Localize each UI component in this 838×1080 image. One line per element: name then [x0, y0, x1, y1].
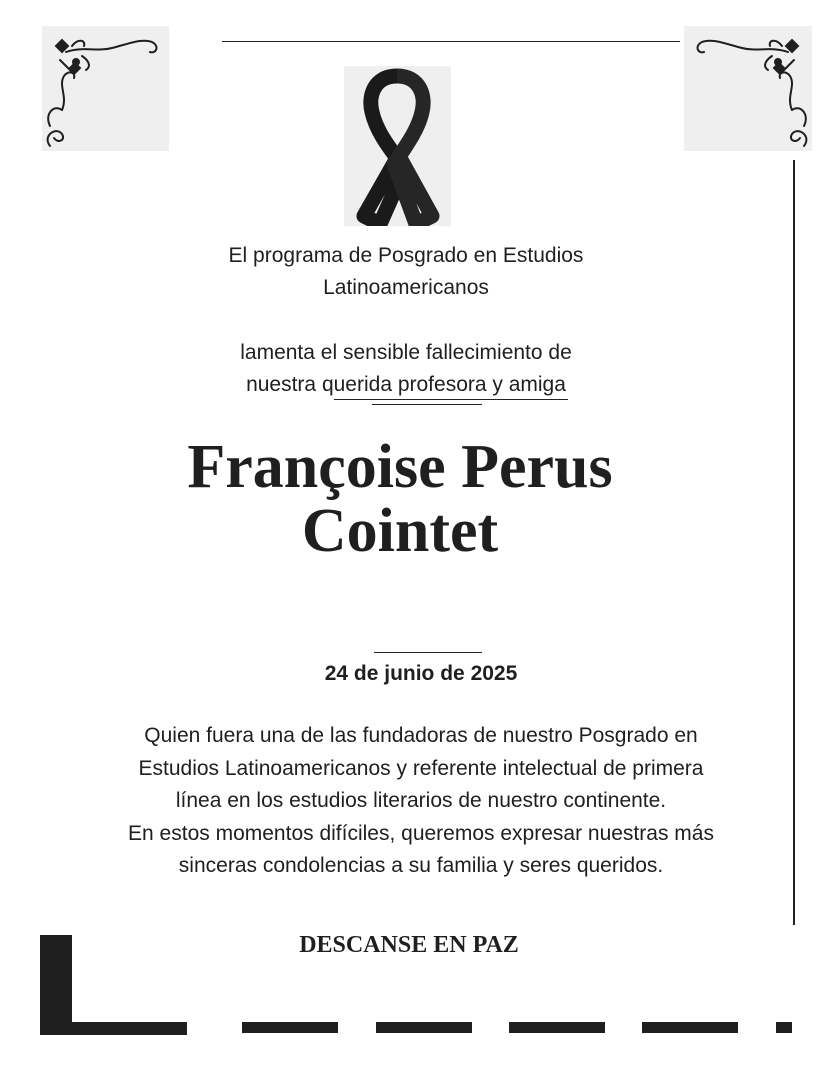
bottom-border-dash: [376, 1022, 472, 1033]
bottom-left-bracket-base: [40, 1022, 187, 1035]
tribute-line-3: línea en los estudios literarios de nuestro continente.: [175, 789, 667, 812]
tribute-line-1: Quien fuera una de las fundadoras de nuestro Posgrado en: [144, 724, 698, 747]
lament-statement: [0, 337, 825, 401]
divider-line: [334, 399, 568, 400]
date-divider: [374, 652, 482, 653]
bottom-border-dash: [509, 1022, 605, 1033]
deceased-name-line-1: Françoise Perus: [187, 433, 613, 501]
mourning-ribbon-icon: [344, 66, 451, 226]
flourish-corner-left-icon: [42, 26, 169, 151]
date-of-passing: 24 de junio de 2025: [324, 662, 518, 685]
organization-name: [0, 240, 825, 304]
organization-line-2: Latinoamericanos: [323, 276, 489, 299]
top-divider: [222, 41, 680, 42]
deceased-name-line-2: Cointet: [301, 497, 499, 565]
bottom-border-dash: [776, 1022, 792, 1033]
tribute-line-2: Estudios Latinoamericanos y referente intelectual de primera: [138, 756, 704, 780]
tribute-paragraph: [0, 720, 838, 883]
bottom-border-dash: [242, 1022, 338, 1033]
bottom-left-bracket: [40, 935, 72, 1035]
organization-line-1: El programa de Posgrado en Estudios: [228, 244, 584, 267]
lament-line-1: lamenta el sensible fallecimiento de: [240, 341, 572, 364]
tribute-line-4: En estos momentos difíciles, queremos expresar nuestras más: [128, 821, 714, 845]
closing-rest-in-peace: DESCANSE EN PAZ: [299, 932, 519, 958]
flourish-corner-right-icon: [684, 26, 812, 151]
lament-line-2: nuestra querida profesora y amiga: [246, 373, 566, 396]
divider-line: [372, 404, 482, 405]
bottom-border-dash: [642, 1022, 738, 1033]
tribute-line-5: sinceras condolencias a su familia y seres queridos.: [178, 854, 664, 877]
